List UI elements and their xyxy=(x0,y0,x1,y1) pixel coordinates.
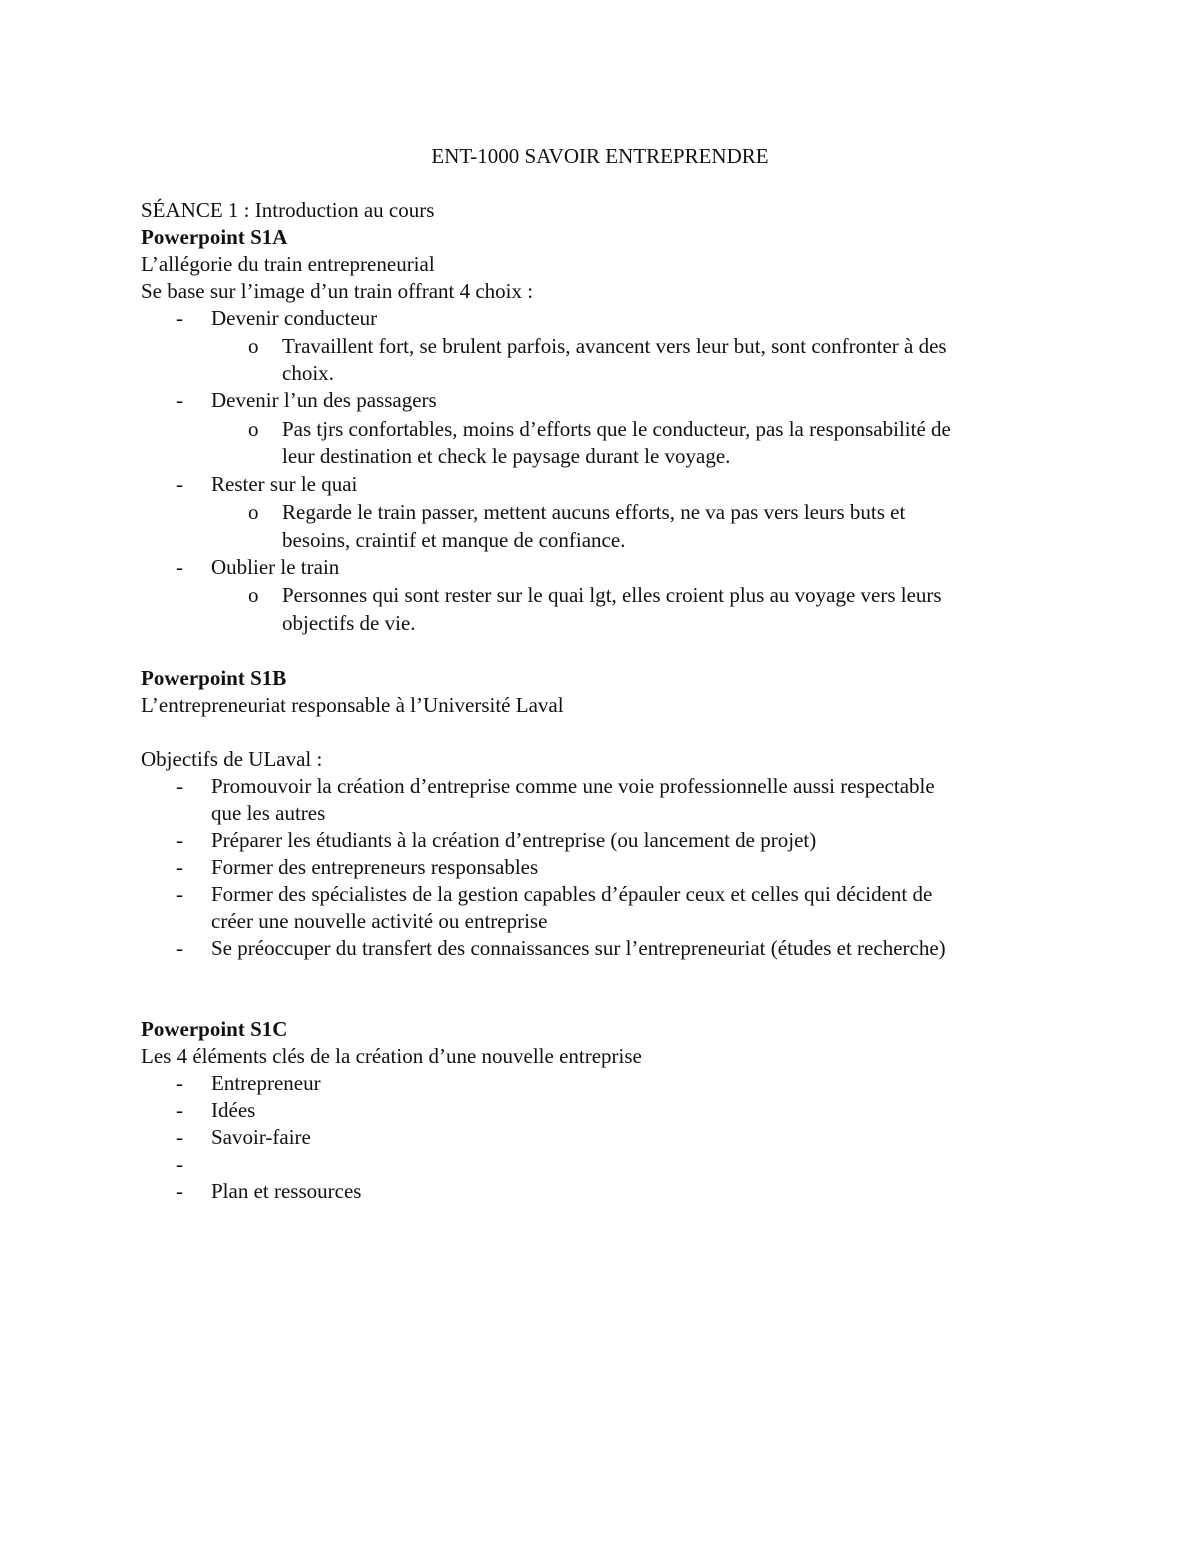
list-item: Préparer les étudiants à la création d’entreprise (ou lancement de projet) xyxy=(211,828,817,852)
list-item: Plan et ressources xyxy=(211,1179,362,1203)
list-item: Former des spécialistes de la gestion capables d’épauler ceux et celles qui décident de xyxy=(211,882,933,906)
s1a-intro: Se base sur l’image d’un train offrant 4 choix : xyxy=(141,279,534,303)
bullet-dash: - xyxy=(176,828,183,852)
s1b-subtitle: L’entrepreneuriat responsable à l’Université Laval xyxy=(141,693,564,717)
sub-item: Pas tjrs confortables, moins d’efforts que le conducteur, pas la responsabilité de xyxy=(282,417,951,441)
s1b-objectives-label: Objectifs de ULaval : xyxy=(141,747,323,771)
bullet-dash: - xyxy=(176,855,183,879)
bullet-dash: - xyxy=(176,472,183,496)
list-item: Devenir conducteur xyxy=(211,306,378,330)
list-item: Oublier le train xyxy=(211,555,340,579)
list-item: Promouvoir la création d’entreprise comme une voie professionnelle aussi respectable xyxy=(211,774,935,798)
s1c-heading: Powerpoint S1C xyxy=(141,1017,288,1041)
bullet-dash: - xyxy=(176,555,183,579)
list-item-continued: que les autres xyxy=(211,801,326,825)
bullet-dash: - xyxy=(176,388,183,412)
sub-item-continued: besoins, craintif et manque de confiance. xyxy=(282,528,626,552)
sub-item: Personnes qui sont rester sur le quai lgt, elles croient plus au voyage vers leurs xyxy=(282,583,942,607)
sub-item: Regarde le train passer, mettent aucuns efforts, ne va pas vers leurs buts et xyxy=(282,500,906,524)
bullet-dash: - xyxy=(176,882,183,906)
sub-item-continued: leur destination et check le paysage durant le voyage. xyxy=(282,444,731,468)
list-item: Se préoccuper du transfert des connaissances sur l’entrepreneuriat (études et recherche) xyxy=(211,936,946,960)
bullet-dash: - xyxy=(176,774,183,798)
list-item: Entrepreneur xyxy=(211,1071,321,1095)
document-title: ENT-1000 SAVOIR ENTREPRENDRE xyxy=(431,144,769,168)
s1c-subtitle: Les 4 éléments clés de la création d’une nouvelle entreprise xyxy=(141,1044,642,1068)
list-item: Idées xyxy=(211,1098,256,1122)
sub-item: Travaillent fort, se brulent parfois, avancent vers leur but, sont confronter à des xyxy=(282,334,947,358)
list-item: Savoir-faire xyxy=(211,1125,311,1149)
sub-item-continued: objectifs de vie. xyxy=(282,611,416,635)
bullet-dash: - xyxy=(176,1152,183,1176)
bullet-dash: - xyxy=(176,1071,183,1095)
bullet-o: o xyxy=(248,334,259,358)
s1a-heading: Powerpoint S1A xyxy=(141,225,288,249)
list-item-continued: créer une nouvelle activité ou entreprise xyxy=(211,909,548,933)
bullet-o: o xyxy=(248,583,259,607)
bullet-o: o xyxy=(248,500,259,524)
s1b-heading: Powerpoint S1B xyxy=(141,666,287,690)
bullet-dash: - xyxy=(176,306,183,330)
list-item: Former des entrepreneurs responsables xyxy=(211,855,539,879)
list-item: Rester sur le quai xyxy=(211,472,358,496)
bullet-o: o xyxy=(248,417,259,441)
sub-item-continued: choix. xyxy=(282,361,334,385)
bullet-dash: - xyxy=(176,1098,183,1122)
bullet-dash: - xyxy=(176,936,183,960)
bullet-dash: - xyxy=(176,1179,183,1203)
s1a-subtitle: L’allégorie du train entrepreneurial xyxy=(141,252,435,276)
session-title: SÉANCE 1 : Introduction au cours xyxy=(141,198,435,222)
bullet-dash: - xyxy=(176,1125,183,1149)
list-item: Devenir l’un des passagers xyxy=(211,388,437,412)
